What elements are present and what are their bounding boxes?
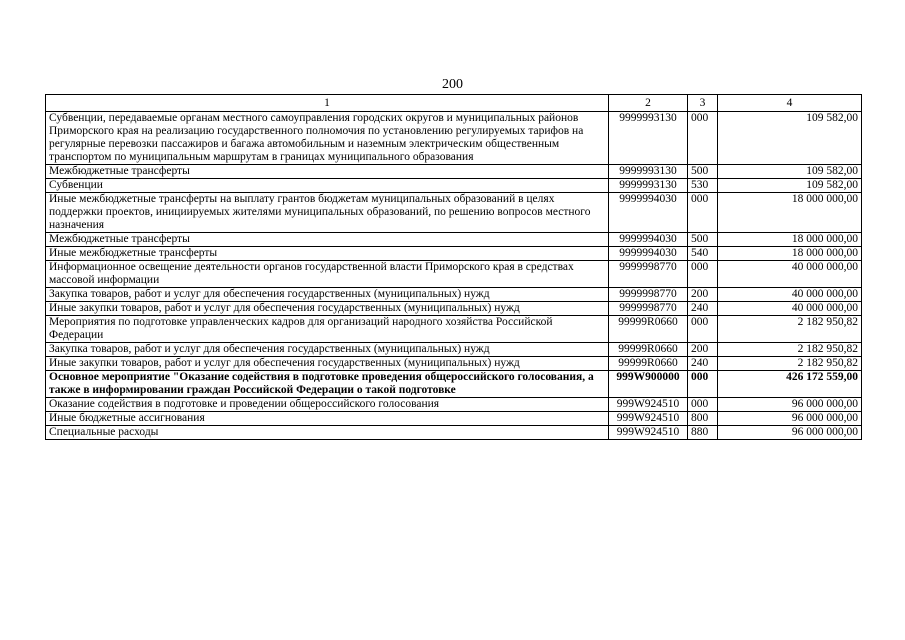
row-amount-cell: 109 582,00 bbox=[718, 179, 862, 193]
row-type-cell: 240 bbox=[688, 302, 718, 316]
row-code-cell: 999W924510 bbox=[609, 398, 688, 412]
row-amount-cell: 2 182 950,82 bbox=[718, 357, 862, 371]
row-code-cell: 9999993130 bbox=[609, 179, 688, 193]
row-amount-cell: 2 182 950,82 bbox=[718, 343, 862, 357]
row-type-cell: 200 bbox=[688, 343, 718, 357]
row-code-cell: 999W900000 bbox=[609, 371, 688, 398]
row-amount-cell: 18 000 000,00 bbox=[718, 247, 862, 261]
table-row bbox=[46, 426, 862, 440]
table-row bbox=[46, 302, 862, 316]
row-name-cell: Иные закупки товаров, работ и услуг для обеспечения государственных (муниципальных) нужд bbox=[46, 302, 609, 316]
table-row bbox=[46, 316, 862, 343]
header-column-4: 4 bbox=[718, 95, 862, 112]
row-amount-cell: 2 182 950,82 bbox=[718, 316, 862, 343]
row-name-cell: Основное мероприятие "Оказание содействия в подготовке проведения общероссийского голосования, а также в информировании граждан Российской Федерации о такой подготовке bbox=[46, 371, 609, 398]
row-code-cell: 99999R0660 bbox=[609, 343, 688, 357]
row-code-cell: 9999993130 bbox=[609, 165, 688, 179]
row-code-cell: 9999998770 bbox=[609, 302, 688, 316]
table-header-row bbox=[46, 95, 862, 112]
row-type-cell: 880 bbox=[688, 426, 718, 440]
row-name-cell: Закупка товаров, работ и услуг для обеспечения государственных (муниципальных) нужд bbox=[46, 343, 609, 357]
table-row bbox=[46, 233, 862, 247]
row-type-cell: 500 bbox=[688, 165, 718, 179]
row-amount-cell: 18 000 000,00 bbox=[718, 193, 862, 233]
row-amount-cell: 96 000 000,00 bbox=[718, 412, 862, 426]
row-amount-cell: 109 582,00 bbox=[718, 112, 862, 165]
row-name-cell: Закупка товаров, работ и услуг для обеспечения государственных (муниципальных) нужд bbox=[46, 288, 609, 302]
table-row bbox=[46, 371, 862, 398]
row-amount-cell: 40 000 000,00 bbox=[718, 261, 862, 288]
row-type-cell: 000 bbox=[688, 193, 718, 233]
table-row bbox=[46, 288, 862, 302]
row-code-cell: 9999994030 bbox=[609, 247, 688, 261]
table-row bbox=[46, 112, 862, 165]
row-type-cell: 000 bbox=[688, 398, 718, 412]
table-row bbox=[46, 165, 862, 179]
table-row bbox=[46, 357, 862, 371]
row-name-cell: Иные межбюджетные трансферты bbox=[46, 247, 609, 261]
row-type-cell: 000 bbox=[688, 112, 718, 165]
row-type-cell: 530 bbox=[688, 179, 718, 193]
row-type-cell: 800 bbox=[688, 412, 718, 426]
header-column-2: 2 bbox=[609, 95, 688, 112]
row-code-cell: 9999994030 bbox=[609, 233, 688, 247]
table-row bbox=[46, 261, 862, 288]
table-row bbox=[46, 179, 862, 193]
budget-table bbox=[45, 94, 862, 440]
row-code-cell: 9999998770 bbox=[609, 261, 688, 288]
table-row bbox=[46, 398, 862, 412]
table-row bbox=[46, 247, 862, 261]
row-code-cell: 999W924510 bbox=[609, 412, 688, 426]
row-type-cell: 540 bbox=[688, 247, 718, 261]
row-amount-cell: 96 000 000,00 bbox=[718, 398, 862, 412]
row-name-cell: Мероприятия по подготовке управленческих кадров для организаций народного хозяйства Российской Федерации bbox=[46, 316, 609, 343]
row-code-cell: 99999R0660 bbox=[609, 316, 688, 343]
row-amount-cell: 40 000 000,00 bbox=[718, 288, 862, 302]
row-type-cell: 000 bbox=[688, 261, 718, 288]
row-code-cell: 9999998770 bbox=[609, 288, 688, 302]
row-type-cell: 240 bbox=[688, 357, 718, 371]
row-amount-cell: 40 000 000,00 bbox=[718, 302, 862, 316]
row-amount-cell: 96 000 000,00 bbox=[718, 426, 862, 440]
row-name-cell: Оказание содействия в подготовке и проведении общероссийского голосования bbox=[46, 398, 609, 412]
row-name-cell: Межбюджетные трансферты bbox=[46, 233, 609, 247]
budget-table-body bbox=[46, 95, 862, 440]
row-code-cell: 99999R0660 bbox=[609, 357, 688, 371]
row-code-cell: 9999994030 bbox=[609, 193, 688, 233]
row-name-cell: Иные закупки товаров, работ и услуг для обеспечения государственных (муниципальных) нужд bbox=[46, 357, 609, 371]
row-type-cell: 200 bbox=[688, 288, 718, 302]
row-name-cell: Иные межбюджетные трансферты на выплату грантов бюджетам муниципальных образований в целях поддержки проектов, инициируемых жителями муниципальных образований, по решению вопросов местного назначения bbox=[46, 193, 609, 233]
table-row bbox=[46, 193, 862, 233]
row-name-cell: Специальные расходы bbox=[46, 426, 609, 440]
table-row bbox=[46, 343, 862, 357]
row-amount-cell: 18 000 000,00 bbox=[718, 233, 862, 247]
row-type-cell: 500 bbox=[688, 233, 718, 247]
table-row bbox=[46, 412, 862, 426]
row-name-cell: Межбюджетные трансферты bbox=[46, 165, 609, 179]
page-number: 200 bbox=[442, 77, 463, 92]
row-amount-cell: 109 582,00 bbox=[718, 165, 862, 179]
row-name-cell: Субвенции, передаваемые органам местного самоуправления городских округов и муниципальных районов Приморского края на реализацию государственного полномочия по установлению регулируемых тарифов на регулярные перевозки пассажиров и багажа автомобильным и наземным электрическим общественным транспортом по муниципальным маршрутам в границах муниципального образования bbox=[46, 112, 609, 165]
row-type-cell: 000 bbox=[688, 371, 718, 398]
row-name-cell: Иные бюджетные ассигнования bbox=[46, 412, 609, 426]
row-type-cell: 000 bbox=[688, 316, 718, 343]
row-name-cell: Информационное освещение деятельности органов государственной власти Приморского края в средствах массовой информации bbox=[46, 261, 609, 288]
header-column-3: 3 bbox=[688, 95, 718, 112]
row-name-cell: Субвенции bbox=[46, 179, 609, 193]
header-column-1: 1 bbox=[46, 95, 609, 112]
row-code-cell: 999W924510 bbox=[609, 426, 688, 440]
row-code-cell: 9999993130 bbox=[609, 112, 688, 165]
row-amount-cell: 426 172 559,00 bbox=[718, 371, 862, 398]
